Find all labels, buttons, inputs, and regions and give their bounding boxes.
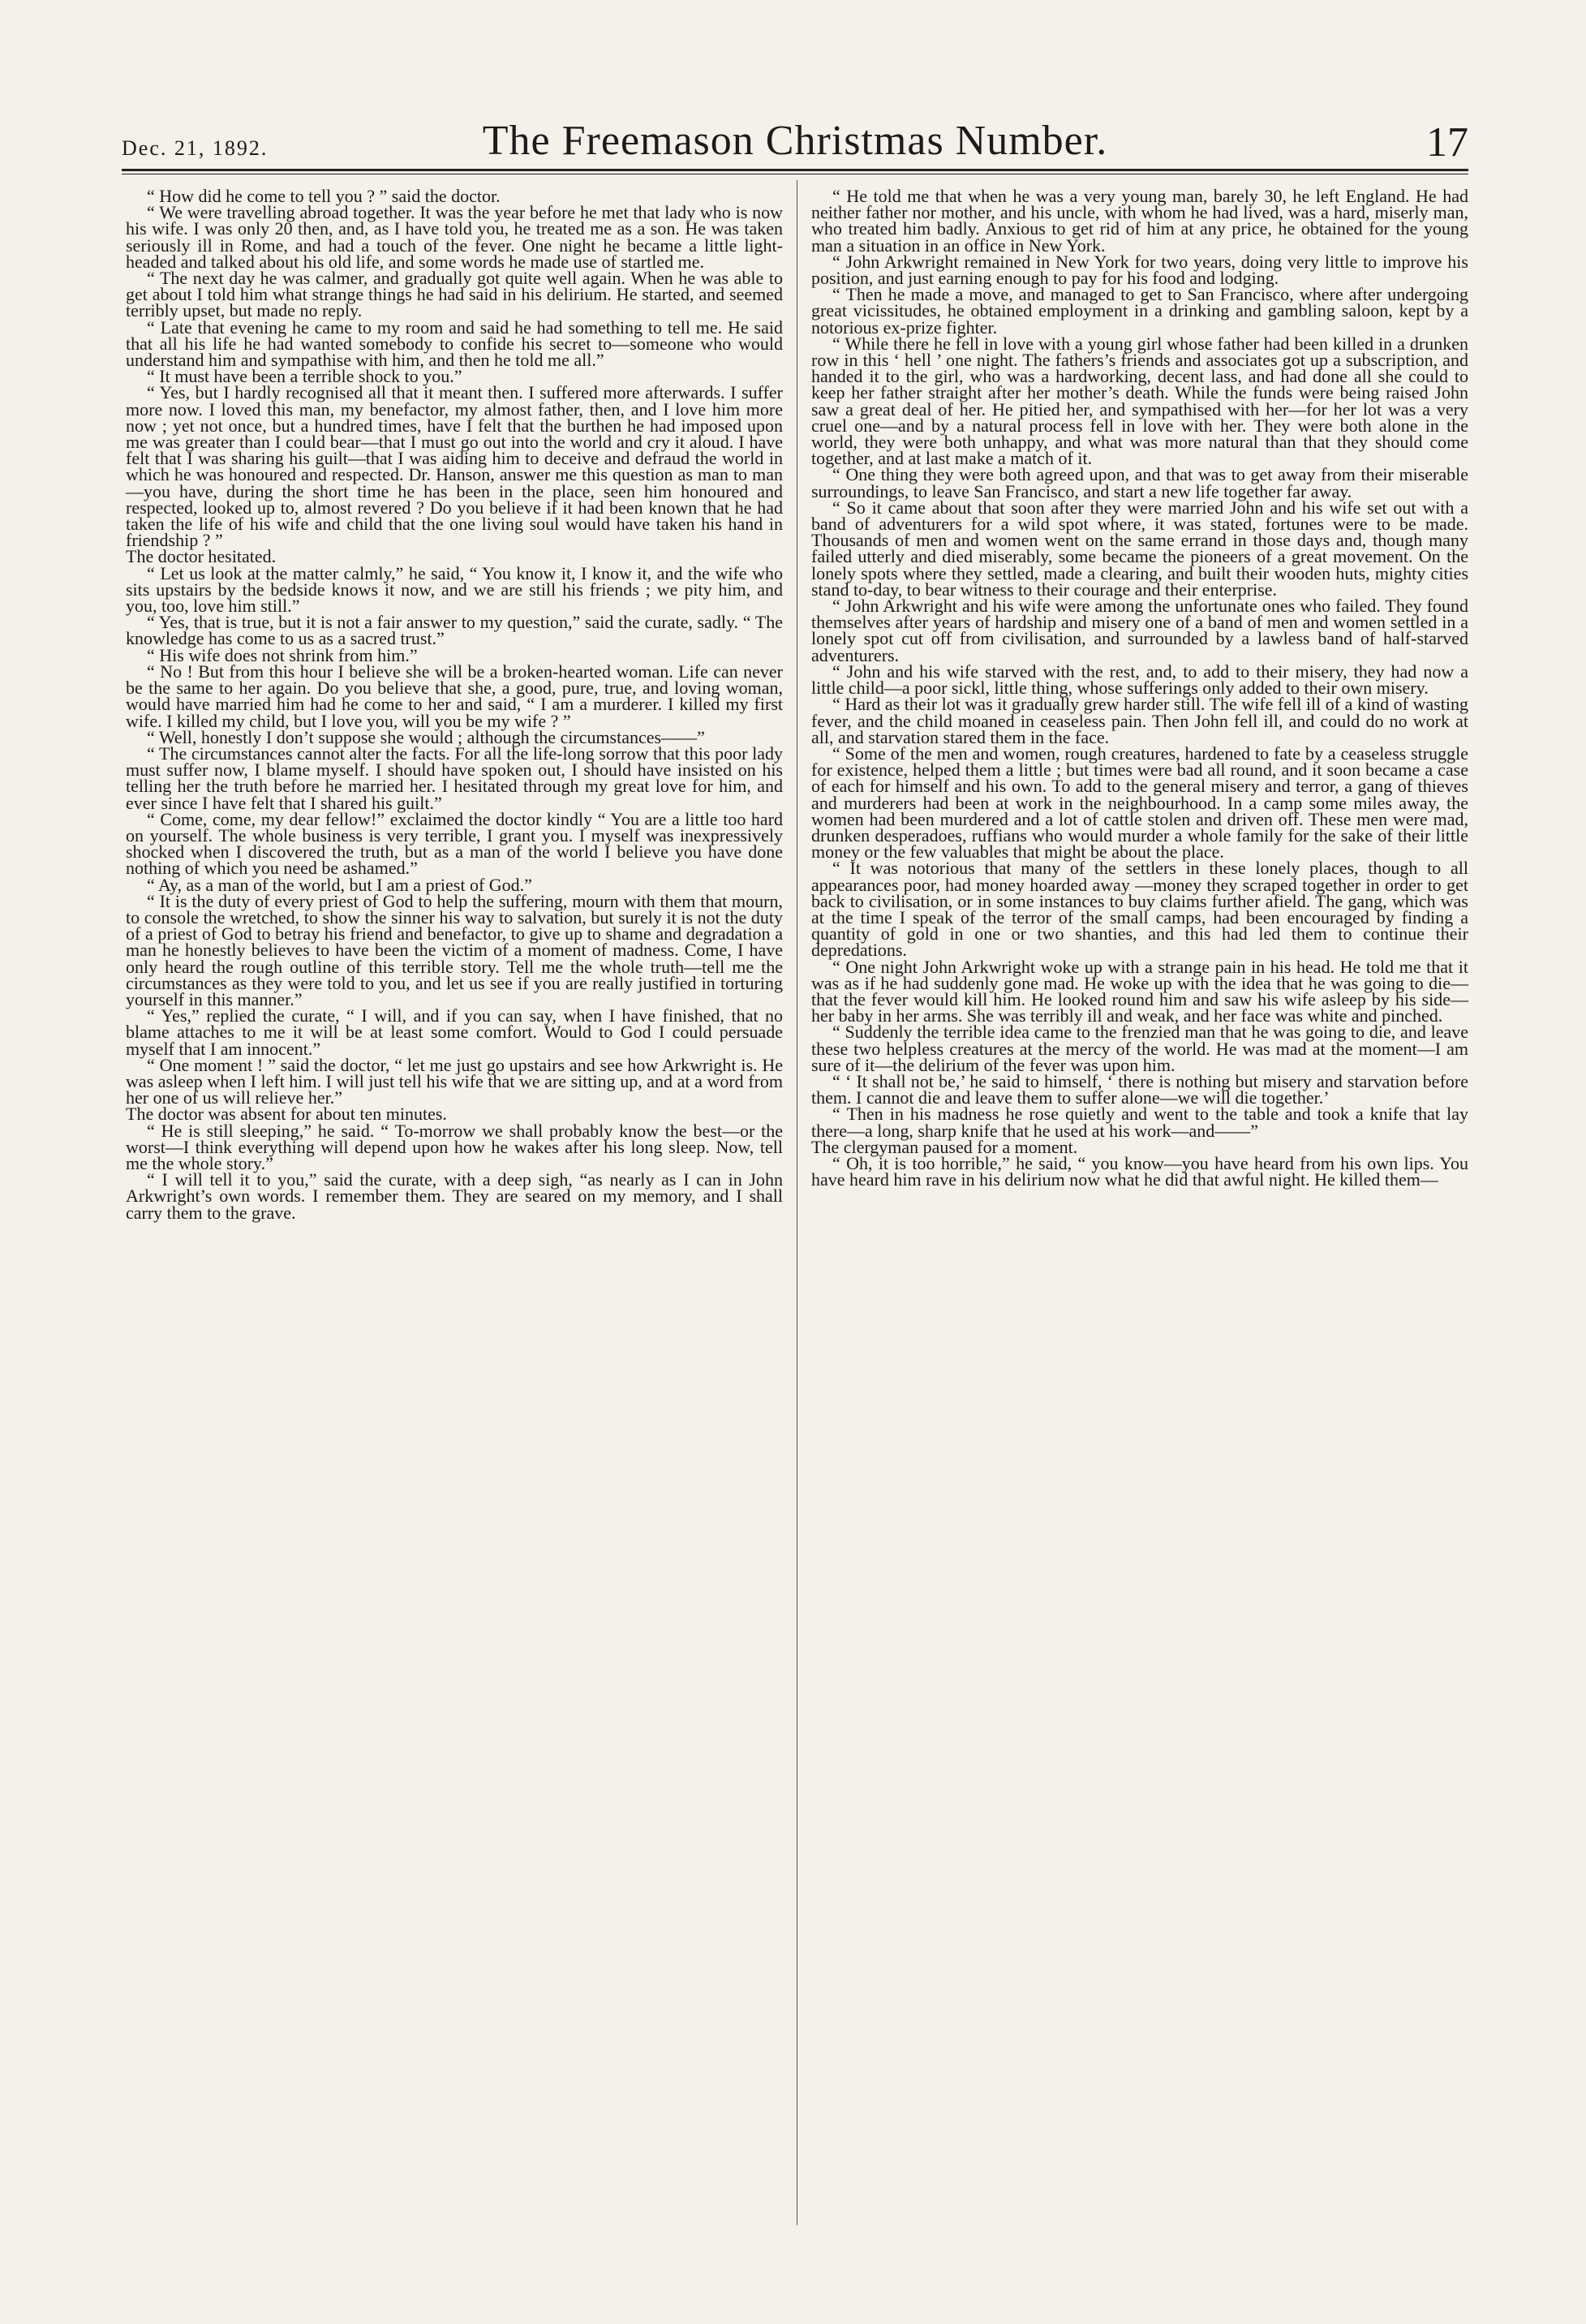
paragraph: “ ‘ It shall not be,’ he said to himself, ‘ there is nothing but misery and starvation before them. I cannot die and leave them to suffer alone—we will die together.’ bbox=[811, 1070, 1468, 1108]
paragraph: “ John Arkwright remained in New York for two years, doing very little to improve his position, and just earning enough to pay for his food and lodging. bbox=[811, 251, 1468, 289]
paragraph: “ Suddenly the terrible idea came to the frenzied man that he was going to die, and leave these two helpless creatures at the mercy of the world. He was mad at the moment—I am sure of it—the delirium of the fever was upon him. bbox=[811, 1022, 1468, 1075]
paragraph: The doctor hesitated. bbox=[126, 546, 277, 567]
header-rule bbox=[122, 169, 1468, 171]
page-number: 17 bbox=[1426, 119, 1468, 166]
paragraph: “ Yes, that is true, but it is not a fair answer to my question,” said the curate, sadly. “ The knowledge has come to us as a sacred trust.” bbox=[126, 612, 783, 649]
paragraph: “ So it came about that soon after they were married John and his wife set out with a band of adventurers for a wild spot where, it was stated, fortunes were to be made. Thousands of men and women went on the same errand in those days and, though many failed utterly and died miserably, some became the pioneers of a great movement. On the lonely spots where they settled, made a clearing, and built their wooden huts, mighty cities stand to-day, to bear witness to their courage and their enterprise. bbox=[811, 497, 1468, 600]
paragraph: “ He told me that when he was a very young man, barely 30, he left England. He had neither father nor mother, and his uncle, with whom he had lived, was a hard, miserly man, who treated him badly. Anxious to get rid of him at any price, he obtained for the young man a situation in an office in New York. bbox=[811, 186, 1468, 256]
paragraph: “ The next day he was calmer, and gradually got quite well again. When he was able to get about I told him what strange things he had said in his delirium. He started, and seemed terribly upset, but made no reply. bbox=[126, 268, 783, 321]
right-column bbox=[811, 188, 1468, 1188]
paragraph: “ The circumstances cannot alter the facts. For all the life-long sorrow that this poor lady must suffer now, I blame myself. I should have spoken out, I should have insisted on his telling her the truth before he married her. I hesitated through my great love for him, and ever since I have felt that I shared his guilt.” bbox=[126, 742, 783, 813]
paragraph: “ He is still sleeping,” he said. “ To-morrow we shall probably know the best—or the worst—I think everything will depend upon how he wakes after his long sleep. Now, tell me the whole story.” bbox=[126, 1120, 783, 1173]
paragraph: “ Then he made a move, and managed to get to San Francisco, where after undergoing great vicissitudes, he obtained employment in a drinking and gambling saloon, kept by a notorious ex-prize fighter. bbox=[811, 284, 1468, 338]
paragraph: “ Hard as their lot was it gradually grew harder still. The wife fell ill of a kind of wasting fever, and the child moaned in ceaseless pain. Then John fell ill, and could do no work at all, and starvation stared them in the face. bbox=[811, 694, 1468, 747]
paragraph: “ It is the duty of every priest of God to help the suffering, mourn with them that mourn, to console the wretched, to show the sinner his way to salvation, but surely it is not the duty of a priest of God to betray his friend and benefactor, to give up to shame and degradation a man he honestly believes to have been the victim of a moment of madness. Come, I have only heard the rough outline of this terrible story. Tell me the whole truth—tell me the circumstances as they were told to you, and let us see if you are really justified in torturing yourself in this manner.” bbox=[126, 890, 783, 1009]
paragraph: The clergyman paused for a moment. bbox=[811, 1136, 1078, 1157]
paragraph: “ Well, honestly I don’t suppose she would ; although the circumstances——” bbox=[147, 726, 705, 747]
paragraph: “ One thing they were both agreed upon, and that was to get away from their miserable surroundings, to leave San Francisco, and start a new life together far away. bbox=[811, 464, 1468, 501]
paragraph: “ Ay, as a man of the world, but I am a priest of God.” bbox=[147, 874, 532, 895]
paragraph: “ I will tell it to you,” said the curate, with a deep sigh, “as nearly as I can in John Arkwright’s own words. I remember them. They are seared on my memory, and I shall carry them to the grave. bbox=[126, 1169, 783, 1223]
paragraph: “ Then in his madness he rose quietly and went to the table and took a knife that lay there—a long, sharp knife that he used at his work—and——” bbox=[811, 1104, 1468, 1141]
paragraph: “ Yes, but I hardly recognised all that it meant then. I suffered more afterwards. I suffer more now. I loved this man, my benefactor, my almost father, then, and I love him more now ; yet not once, but a hundred times, have I felt that the burthen he had imposed upon me was greater than I could bear—that I must go out into the world and cry it aloud. I have felt that I was sharing his guilt—that I was aiding him to deceive and defraud the world in which he was honoured and respected. Dr. Hanson, answer me this question as man to man—you have, during the short time he has been in the place, seen him honoured and respected, looked up to, almost revered ? Do you believe if it had been known that he had taken the life of his wife and child that the one living soul would have taken his hand in friendship ? ” bbox=[126, 382, 783, 551]
paragraph: “ One night John Arkwright woke up with a strange pain in his head. He told me that it was as if he had suddenly gone mad. He woke up with the idea that he was going to die—that the fever would kill him. He looked round him and saw his wife asleep by his side—her baby in her arms. She was terribly ill and weak, and her face was white and pinched. bbox=[811, 956, 1468, 1026]
paragraph: “ Oh, it is too horrible,” he said, “ you know—you have heard from his own lips. You have heard him rave in his delirium now what he did that awful night. He killed them— bbox=[811, 1152, 1468, 1190]
page-header bbox=[122, 114, 1468, 170]
paragraph: The doctor was absent for about ten minutes. bbox=[126, 1104, 447, 1125]
paragraph: “ No ! But from this hour I believe she will be a broken-hearted woman. Life can never be the same to her again. Do you believe that she, a good, pure, true, and loving woman, would have married him had he come to her and said, “ I am a murderer. I killed my first wife. I killed my child, but I love you, will you be my wife ? ” bbox=[126, 661, 783, 731]
paragraph: “ One moment ! ” said the doctor, “ let me just go upstairs and see how Arkwright is. He was asleep when I left him. I will just tell his wife that we are sitting up, and at a word from her one of us will relieve her.” bbox=[126, 1054, 783, 1108]
issue-date: Dec. 21, 1892. bbox=[122, 136, 269, 160]
paragraph: “ John Arkwright and his wife were among the unfortunate ones who failed. They found themselves after years of hardship and misery one of a band of men and women settled in a lonely spot cut off from civilisation, and surrounded by a lawless band of half-starved adventurers. bbox=[811, 596, 1468, 665]
paragraph: “ It must have been a terrible shock to you.” bbox=[147, 366, 462, 387]
paragraph: “ How did he come to tell you ? ” said the doctor. bbox=[147, 186, 501, 206]
paragraph: “ Let us look at the matter calmly,” he said, “ You know it, I know it, and the wife who sits upstairs by the bedside knows it now, and we are still his friends ; we pity him, and you, too, love him still.” bbox=[126, 562, 783, 617]
paragraph: “ Late that evening he came to my room and said he had something to tell me. He said that all his life he had wanted somebody to confide his secret to—someone who would understand him and sympathise with him, and then he told me all.” bbox=[126, 316, 783, 371]
paragraph: “ Some of the men and women, rough creatures, hardened to fate by a ceaseless struggle for existence, helped them a little ; but times were bad all round, and it soon became a case of each for himself and his own. To add to the general misery and terror, a gang of thieves and murderers had been at work in the neighbourhood. In a camp some miles away, the women had been murdered and a lot of cattle stolen and driven off. These men were mad, drunken desperadoes, ruffians who would murder a whole family for the sake of their little money or the few valuables that might be about the place. bbox=[811, 742, 1468, 863]
paragraph: “ John and his wife starved with the rest, and, to add to their misery, they had now a little child—a poor sickl, little thing, whose sufferings only added to their own misery. bbox=[811, 661, 1468, 699]
paragraph: “ We were travelling abroad together. It was the year before he met that lady who is now his wife. I was only 20 then, and, as I have told you, he treated me as a son. He was taken seriously ill in Rome, and had a touch of the fever. One night he became a little light-headed and talked about his old life, and some words he made use of startled me. bbox=[126, 202, 783, 272]
paragraph: “ His wife does not shrink from him.” bbox=[147, 644, 418, 665]
paragraph: “ Yes,” replied the curate, “ I will, and if you can say, when I have finished, that no blame attaches to me it will be at least some comfort. Would to God I could persuade myself that I am innocent.” bbox=[126, 1005, 783, 1059]
paragraph: “ It was notorious that many of the settlers in these lonely places, though to all appearances poor, had money hoarded away —money they scraped together in order to get back to civilisation, or in some instances to buy claims further afield. The gang, which was at the time I speak of the terror of the small camps, had been encouraged by finding a quantity of gold in one or two shanties, and this had led them to continue their depredations. bbox=[811, 858, 1468, 961]
publication-title: The Freemason Christmas Number. bbox=[482, 118, 1108, 164]
paragraph: “ While there he fell in love with a young girl whose father had been killed in a drunken row in this ‘ hell ’ one night. The fathers’s friends and associates got up a subscription, and handed it to the girl, who was a hardworking, decent lass, and had done all she could to keep her father straight after her mother’s death. While the funds were being raised John saw a great deal of her. He pitied her, and sympathised with her—for her lot was a very cruel one—and by a natural process fell in love with her. They were both alone in the world, they were both unhappy, and what was more natural than that they should come together, and at last make a match of it. bbox=[811, 333, 1468, 469]
left-column bbox=[126, 188, 783, 1221]
paragraph: “ Come, come, my dear fellow!” exclaimed the doctor kindly “ You are a little too hard on yourself. The whole business is very terrible, I grant you. I myself was inexpressively shocked when I discovered the truth, but as a man of the world I believe you have done nothing of which you need be ashamed.” bbox=[126, 808, 783, 879]
